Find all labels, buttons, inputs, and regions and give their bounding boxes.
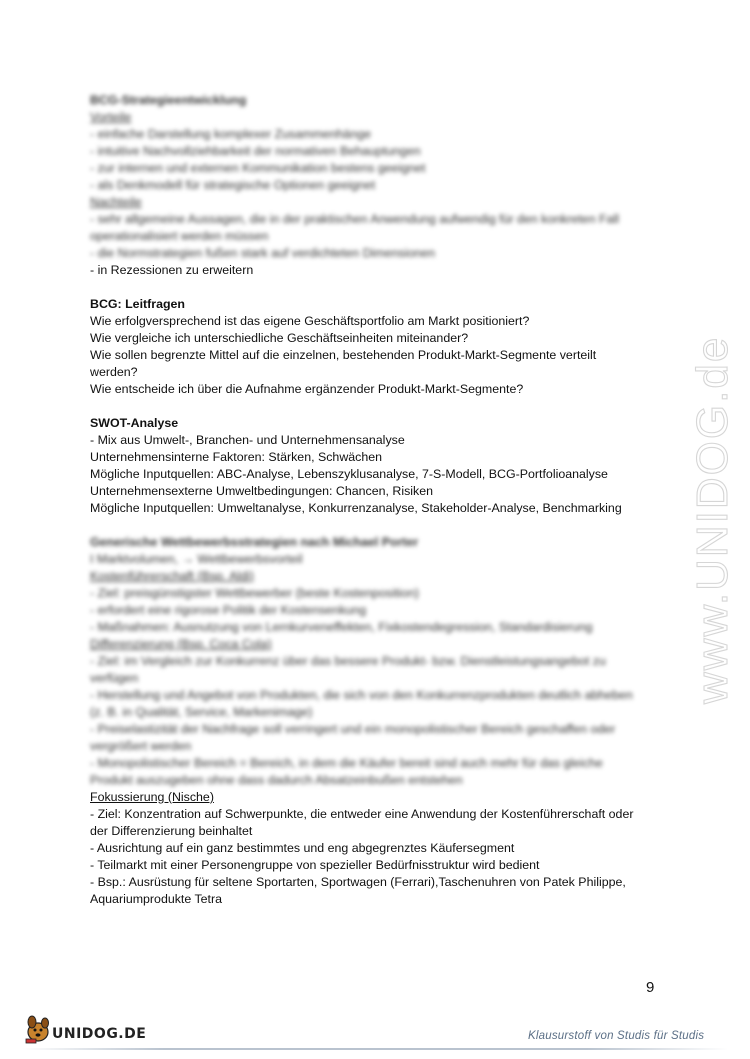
text-line: Unternehmensinterne Faktoren: Stärken, Schwächen [90, 450, 383, 464]
section-title-bcg-questions: BCG: Leitfragen [90, 297, 185, 311]
footer-tagline: Klausurstoff von Studis für Studis [528, 1030, 705, 1042]
text-line: Wie vergleiche ich unterschiedliche Geschäftseinheiten miteinander? [90, 331, 469, 345]
text-line: - in Rezessionen zu erweitern [90, 263, 254, 277]
text-line: - Monopolistischer Bereich = Bereich, in dem die Käufer bereit sind auch mehr für das gleiche [90, 756, 603, 770]
dog-icon [26, 1016, 49, 1043]
text-line: - Mix aus Umwelt-, Branchen- und Unternehmensanalyse [90, 433, 405, 447]
subheading-cost-leadership: Kostenführerschaft (Bsp. Aldi) [90, 569, 254, 583]
watermark-text: www.UNIDOG.de [688, 335, 737, 704]
text-line: - Ziel: Konzentration auf Schwerpunkte, die entweder eine Anwendung der Kostenführerschaft oder [90, 807, 634, 821]
text-line: - Preiselastizität der Nachfrage soll verringert und ein monopolistischer Bereich geschaffen oder [90, 722, 616, 736]
page-content [90, 92, 660, 908]
text-line: - einfache Darstellung komplexer Zusammenhänge [90, 127, 371, 141]
text-line: der Differenzierung beinhaltet [90, 824, 253, 838]
text-line: - als Denkmodell für strategische Optionen geeignet [90, 178, 376, 192]
text-line: Wie erfolgversprechend ist das eigene Geschäftsportfolio am Markt positioniert? [90, 314, 530, 328]
text-line: - die Normstrategien fußen stark auf verdichteten Dimensionen [90, 246, 436, 260]
text-line: - erfordert eine rigorose Politik der Kostensenkung [90, 603, 367, 617]
text-line: vergrößert werden [90, 739, 192, 753]
section-title-swot: SWOT-Analyse [90, 416, 179, 430]
text-line: (z. B. in Qualität, Service, Markenimage) [90, 705, 313, 719]
text-line: - sehr allgemeine Aussagen, die in der praktischen Anwendung aufwendig für den konkreten Fall [90, 212, 619, 226]
text-line: I Marktvolumen, → Wettbewerbsvorteil [90, 552, 303, 566]
text-line: Mögliche Inputquellen: ABC-Analyse, Lebenszyklusanalyse, 7-S-Modell, BCG-Portfolioanalyse [90, 467, 608, 481]
text-line: - Maßnahmen: Ausnutzung von Lernkurveneffekten, Fixkostendegression, Standardisierung [90, 620, 593, 634]
text-line: Aquariumprodukte Tetra [90, 892, 223, 906]
text-line: Mögliche Inputquellen: Umweltanalyse, Konkurrenzanalyse, Stakeholder-Analyse, Benchmarking [90, 501, 622, 515]
text-line: Unternehmensexterne Umweltbedingungen: Chancen, Risiken [90, 484, 434, 498]
text-line: - Teilmarkt mit einer Personengruppe von spezieller Bedürfnisstruktur wird bedient [90, 858, 540, 872]
section-title-porter: Generische Wettbewerbsstrategien nach Michael Porter [90, 535, 419, 549]
text-line: verfügen [90, 671, 139, 685]
text-line: werden? [90, 365, 138, 379]
text-line: operationalisiert werden müssen [90, 229, 269, 243]
subheading-differentiation: Differenzierung (Bsp. Coca Cola) [90, 637, 272, 651]
unidog-logo [22, 1012, 152, 1046]
text-line: Wie entscheide ich über die Aufnahme ergänzender Produkt-Markt-Segmente? [90, 382, 524, 396]
subheading-focus: Fokussierung (Nische) [90, 790, 214, 804]
text-line: Produkt auszugeben ohne dass dadurch Absatzeinbußen entstehen [90, 773, 463, 787]
spacer [90, 398, 660, 415]
subheading-disadvantages: Nachteile [90, 195, 142, 209]
text-line: - Ausrichtung auf ein ganz bestimmtes und eng abgegrenztes Käufersegment [90, 841, 515, 855]
section-title-bcg-strategy: BCG-Strategieentwicklung [90, 93, 247, 107]
text-line: - zur internen und externen Kommunikation bestens geeignet [90, 161, 426, 175]
subheading-advantages: Vorteile [90, 110, 132, 124]
text-line: - Ziel: preisgünstigster Wettbewerber (beste Kostenposition) [90, 586, 419, 600]
logo-text: UNIDOG.DE [52, 1026, 147, 1042]
text-line: - Bsp.: Ausrüstung für seltene Sportarten, Sportwagen (Ferrari),Taschenuhren von Patek Philippe, [90, 875, 626, 889]
text-line: Wie sollen begrenzte Mittel auf die einzelnen, bestehenden Produkt-Markt-Segmente verteilt [90, 348, 597, 362]
text-line: - Herstellung und Angebot von Produkten, die sich von den Konkurrenzprodukten deutlich abheben [90, 688, 633, 702]
page-number: 9 [646, 979, 655, 996]
spacer [90, 517, 660, 534]
text-line: - intuitive Nachvollziehbarkeit der normativen Behauptungen [90, 144, 421, 158]
spacer [90, 279, 660, 296]
footer-divider [22, 1048, 728, 1050]
text-line: - Ziel: im Vergleich zur Konkurrenz über das bessere Produkt- bzw. Dienstleistungsangebot zu [90, 654, 606, 668]
